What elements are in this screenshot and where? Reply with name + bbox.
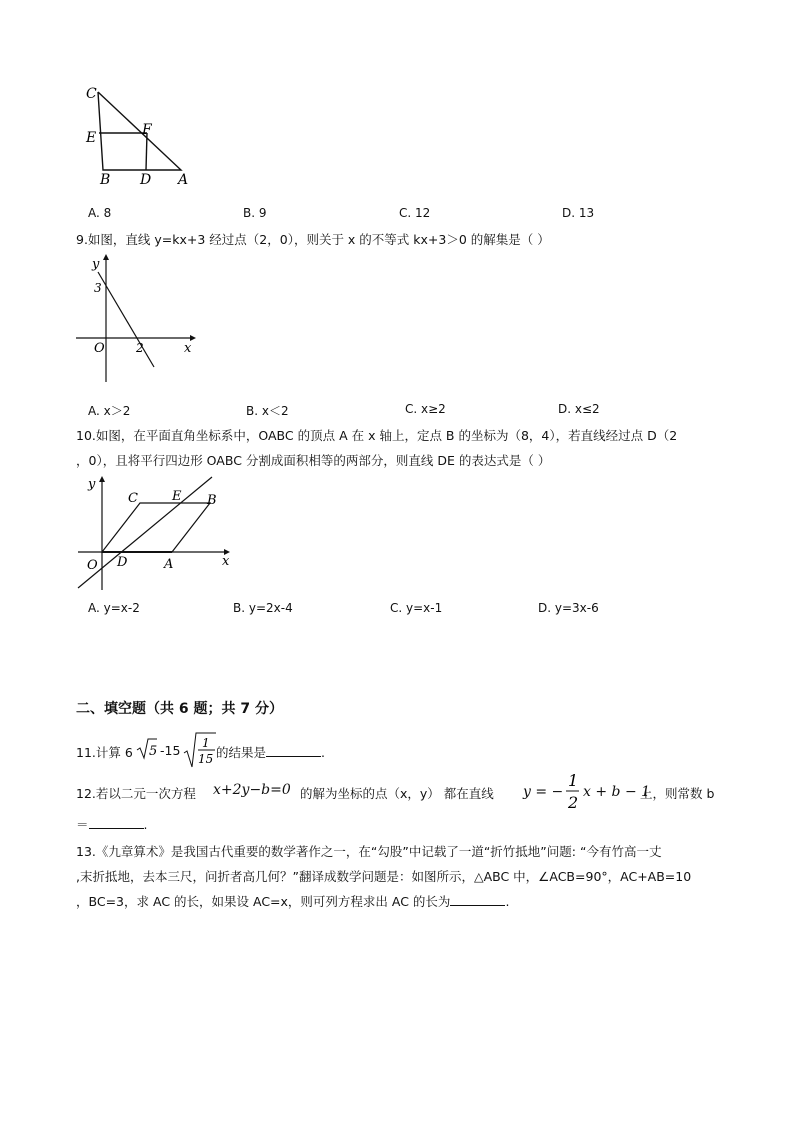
q10-text-line1: 10.如图，在平面直角坐标系中，OABC 的顶点 A 在 x 轴上，定点 B 的坐标为（8，4），若直线经过点 D（2: [76, 428, 678, 443]
q13-end-period: .: [505, 894, 510, 909]
q11-minus-15: -15: [160, 743, 181, 758]
y-intercept-label: 3: [94, 281, 102, 295]
triangle-abc: [98, 92, 181, 170]
q10-option-d: D. y=3x-6: [538, 601, 599, 615]
label-f: F: [142, 122, 152, 138]
q11-suffix: [216, 743, 325, 761]
q13-answer-blank[interactable]: [450, 893, 505, 906]
q9-option-d: D. x≤2: [558, 402, 600, 416]
q11-answer-blank[interactable]: [266, 744, 321, 757]
y-arrow-icon: [103, 254, 109, 260]
q9-option-a: A. x＞2: [88, 404, 131, 418]
q10-option-c: C. y=x-1: [390, 601, 443, 615]
q8-option-c: C. 12: [399, 206, 431, 220]
q12-middle: 的解为坐标的点（x，y） 都在直线: [300, 786, 494, 801]
q11-suffix-text: 的结果是: [216, 745, 267, 760]
q8-figure: [80, 80, 200, 190]
q10-figure: [72, 472, 242, 597]
axis-label-y: y: [92, 257, 100, 272]
fraction-numerator: 1: [568, 771, 579, 790]
axis-label-y: y: [88, 477, 96, 492]
label-c: C: [86, 86, 97, 102]
q12-prefix: 12.若以二元一次方程: [76, 786, 196, 801]
label-o: O: [87, 558, 98, 573]
q11-end-period: .: [321, 745, 325, 760]
q12-equation: x+2y−b=0: [213, 782, 291, 798]
q13-line3: [76, 892, 509, 910]
q8-option-d: D. 13: [562, 206, 595, 220]
q12-after: 上，则常数 b: [640, 786, 715, 801]
q10-text-line2: ，0），且将平行四边形 OABC 分割成面积相等的两部分，则直线 DE 的表达式是（ ）: [76, 453, 551, 468]
q13-line1: 13.《九章算术》是我国古代重要的数学著作之一，在“勾股”中记载了一道“折竹抵地”问题: “今有竹高一丈: [76, 844, 662, 859]
q8-option-b: B. 9: [243, 206, 267, 220]
label-a: A: [164, 557, 174, 572]
x-intercept-label: 2: [136, 341, 144, 355]
label-c: C: [128, 491, 138, 506]
parallelogram-oabc: [102, 503, 210, 552]
label-e: E: [86, 130, 97, 146]
line-de: [78, 477, 212, 588]
y-arrow-icon: [99, 476, 105, 482]
q12-line2: [76, 815, 148, 833]
label-e: E: [172, 489, 182, 504]
label-a: A: [178, 172, 189, 188]
label-d: D: [140, 172, 152, 188]
radicand-5: 5: [149, 744, 158, 759]
q12-line-lhs: y = −: [523, 784, 564, 800]
q9-option-b: B. x＜2: [246, 404, 289, 418]
q13-line2: ,末折抵地，去本三尺，问折者高几何？”翻译成数学问题是：如图所示，△ABC 中，∠ACB=90°，AC+AB=10: [76, 869, 692, 884]
q12-answer-blank[interactable]: [89, 816, 144, 829]
q12-end-period: .: [143, 817, 148, 832]
label-b: B: [207, 493, 217, 508]
label-b: B: [100, 172, 111, 188]
q12-fraction-half: [565, 770, 581, 812]
q9-option-c: C. x≥2: [405, 402, 446, 416]
q10-option-a: A. y=x-2: [88, 601, 140, 615]
label-d: D: [117, 555, 128, 570]
axis-label-x: x: [184, 341, 192, 356]
fraction-numerator: 1: [202, 736, 210, 750]
q10-option-b: B. y=2x-4: [233, 601, 293, 615]
fraction-denominator: 2: [568, 793, 579, 812]
q12-equals-sign: ＝: [76, 817, 89, 832]
q13-line3-text: ，BC=3，求 AC 的长，如果设 AC=x，则可列方程求出 AC 的长为: [76, 894, 451, 909]
q9-figure: [74, 252, 204, 387]
q9-text: 9.如图，直线 y=kx+3 经过点（2，0），则关于 x 的不等式 kx+3＞0 的解集是（ ）: [76, 232, 550, 247]
axis-label-x: x: [222, 554, 230, 569]
section-heading: 二、填空题（共 6 题；共 7 分）: [76, 701, 283, 717]
segment-fd: [146, 133, 147, 170]
q11-radical-5: [136, 737, 158, 761]
q11-prefix: 11.计算 6: [76, 745, 133, 760]
fraction-denominator: 15: [198, 752, 214, 766]
q12-line-rhs: x + b − 1: [583, 784, 651, 800]
origin-label: O: [94, 341, 105, 356]
q8-option-a: A. 8: [88, 206, 112, 220]
q11-radical-fraction: [183, 731, 217, 769]
